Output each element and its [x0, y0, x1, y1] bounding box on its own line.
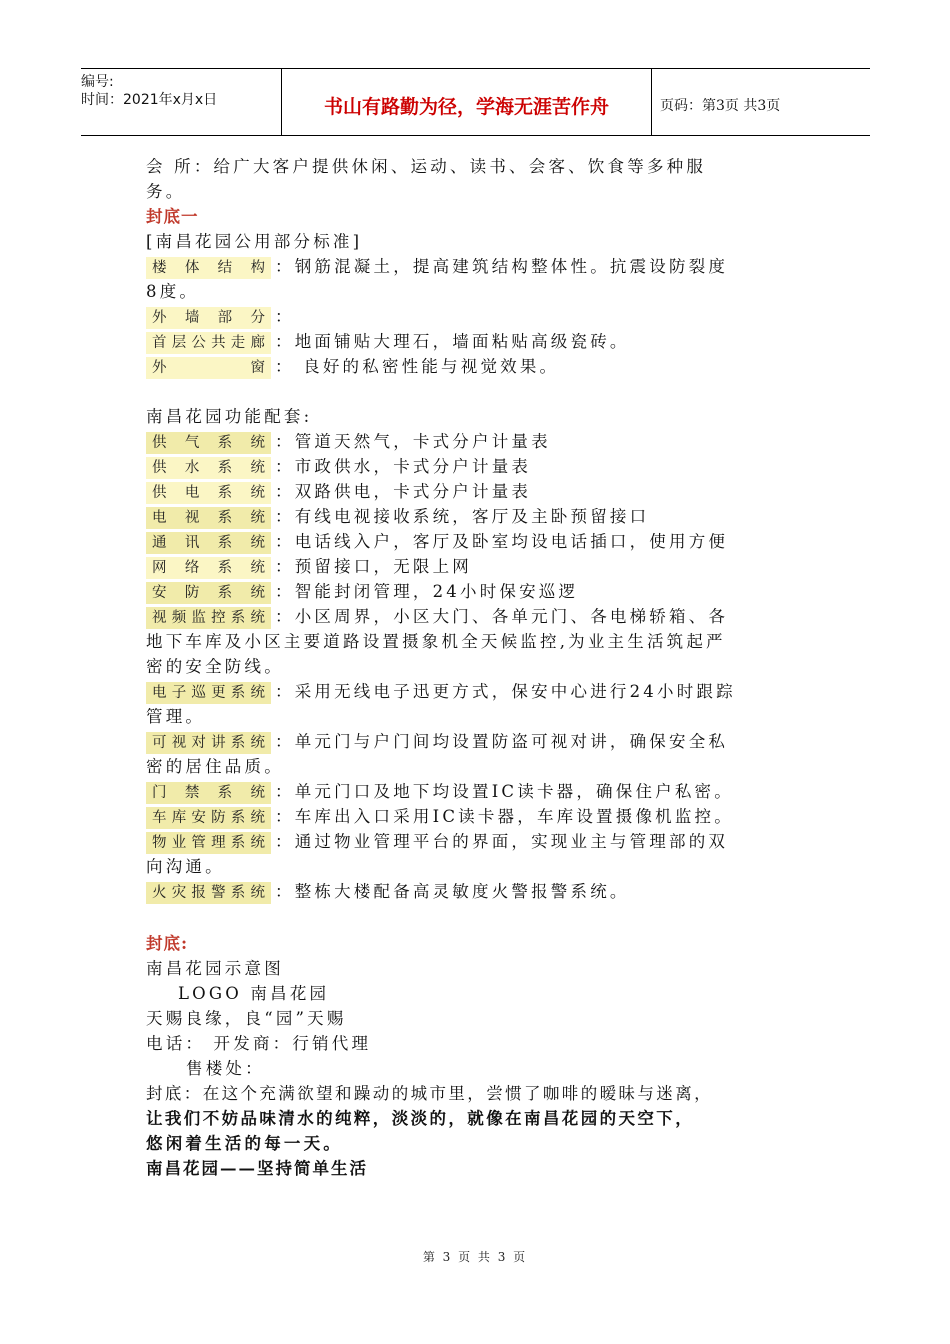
spec-text: ： 良好的私密性能与视觉效果。 [275, 357, 560, 376]
spec-row [146, 606, 728, 629]
spec-row [146, 806, 734, 829]
spec-row [146, 256, 728, 279]
spec-label: 网 络 系 统 [146, 557, 271, 579]
spec-text: ：地面铺贴大理石，墙面粘贴高级瓷砖。 [275, 332, 630, 351]
spec-label: 车库安防系统 [146, 807, 271, 829]
header-page-info: 页码：第3页 共3页 [660, 98, 781, 114]
text-line: 8度。 [146, 282, 200, 301]
spec-label: 火灾报警系统 [146, 882, 271, 904]
sales-office-line: 售楼处： [186, 1059, 265, 1078]
spec-text: ：钢筋混凝土，提高建筑结构整体性。抗震设防裂度 [275, 257, 729, 276]
spec-row [146, 556, 472, 579]
text-line: [南昌花园公用部分标准] [146, 232, 363, 251]
spec-text: ：有线电视接收系统，客厅及主卧预留接口 [275, 507, 650, 526]
spec-row [146, 681, 736, 704]
page-footer: 第 3 页 共 3 页 [422, 1250, 528, 1264]
spec-row [146, 356, 559, 379]
text-line: 密的安全防线。 [146, 657, 284, 676]
spec-label: 物业管理系统 [146, 832, 271, 854]
spec-row [146, 456, 531, 479]
slogan-line: 天赐良缘，良“园”天赐 [146, 1009, 347, 1028]
spec-row [146, 331, 630, 354]
text-line: 南昌花园示意图 [146, 959, 284, 978]
spec-row [146, 731, 728, 754]
text-line: 管理。 [146, 707, 206, 726]
spec-label: 可视对讲系统 [146, 732, 271, 754]
spec-label: 视频监控系统 [146, 607, 271, 629]
section-heading: 封底: [146, 934, 189, 953]
spec-text: ：整栋大楼配备高灵敏度火警报警系统。 [275, 882, 630, 901]
spec-text: ：市政供水，卡式分户计量表 [275, 457, 532, 476]
text-line: 地下车库及小区主要道路设置摄象机全天候监控,为业主生活筑起严 [146, 632, 726, 651]
spec-row [146, 506, 649, 529]
header-motto: 书山有路勤为径，学海无涯苦作舟 [281, 69, 652, 135]
contact-line: 电话： 开发商：行销代理 [146, 1034, 372, 1053]
spec-text: ：电话线入户，客厅及卧室均设电话插口，使用方便 [275, 532, 729, 551]
text-line: 南昌花园——坚持简单生活 [146, 1159, 368, 1178]
text-line: 务。 [146, 182, 186, 201]
doc-number-label: 编号: [81, 74, 114, 90]
spec-text: ：通过物业管理平台的界面，实现业主与管理部的双 [275, 832, 729, 851]
text-line: 让我们不妨品味清水的纯粹，淡淡的，就像在南昌花园的天空下， [146, 1109, 695, 1128]
spec-label: 安 防 系 统 [146, 582, 271, 604]
spec-label: 首层公共走廊 [146, 332, 271, 354]
spec-row [146, 431, 551, 454]
text-line: 南昌花园功能配套: [146, 407, 313, 426]
spec-row [146, 781, 734, 804]
spec-text: ：车库出入口采用IC读卡器，车库设置摄像机监控。 [275, 807, 734, 826]
text-line: 密的居住品质。 [146, 757, 284, 776]
header-meta [81, 69, 281, 139]
doc-time-label: 时间：2021年x月x日 [81, 92, 218, 108]
spec-text: ：管道天然气，卡式分户计量表 [275, 432, 551, 451]
text-line: 悠闲着生活的每一天。 [146, 1134, 343, 1153]
spec-text: ：双路供电，卡式分户计量表 [275, 482, 532, 501]
spec-row [146, 831, 728, 854]
spec-row [146, 306, 295, 329]
spec-label: 供 气 系 统 [146, 432, 271, 454]
spec-text: ：采用无线电子迅更方式，保安中心进行24小时跟踪 [275, 682, 736, 701]
spec-text: ：智能封闭管理，24小时保安巡逻 [275, 582, 579, 601]
page-header [81, 68, 870, 136]
spec-text: ：单元门口及地下均设置IC读卡器，确保住户私密。 [275, 782, 734, 801]
spec-text: ：小区周界，小区大门、各单元门、各电梯轿箱、各 [275, 607, 729, 626]
spec-label: 供 水 系 统 [146, 457, 271, 479]
spec-label: 通 讯 系 统 [146, 532, 271, 554]
spec-row [146, 581, 578, 604]
text-line: 封底：在这个充满欲望和躁动的城市里，尝惯了咖啡的暧昧与迷离， [146, 1084, 713, 1103]
spec-label: 电子巡更系统 [146, 682, 271, 704]
spec-row [146, 481, 531, 504]
text-line: 会 所：给广大客户提供休闲、运动、读书、会客、饮食等多种服 [146, 157, 707, 176]
spec-label: 电 视 系 统 [146, 507, 271, 529]
spec-label: 外 墙 部 分 [146, 307, 271, 329]
spec-label: 门 禁 系 统 [146, 782, 271, 804]
spec-label: 外 窗 [146, 357, 271, 379]
spec-label: 供 电 系 统 [146, 482, 271, 504]
logo-line: LOGO 南昌花园 [178, 984, 330, 1003]
spec-label: 楼 体 结 构 [146, 257, 271, 279]
text-line: 向沟通。 [146, 857, 225, 876]
spec-text: ：单元门与户门间均设置防盗可视对讲，确保安全私 [275, 732, 729, 751]
spec-row [146, 531, 728, 554]
spec-text: ： [275, 307, 295, 326]
spec-text: ：预留接口，无限上网 [275, 557, 472, 576]
section-heading: 封底一 [146, 207, 199, 226]
spec-row [146, 881, 630, 904]
